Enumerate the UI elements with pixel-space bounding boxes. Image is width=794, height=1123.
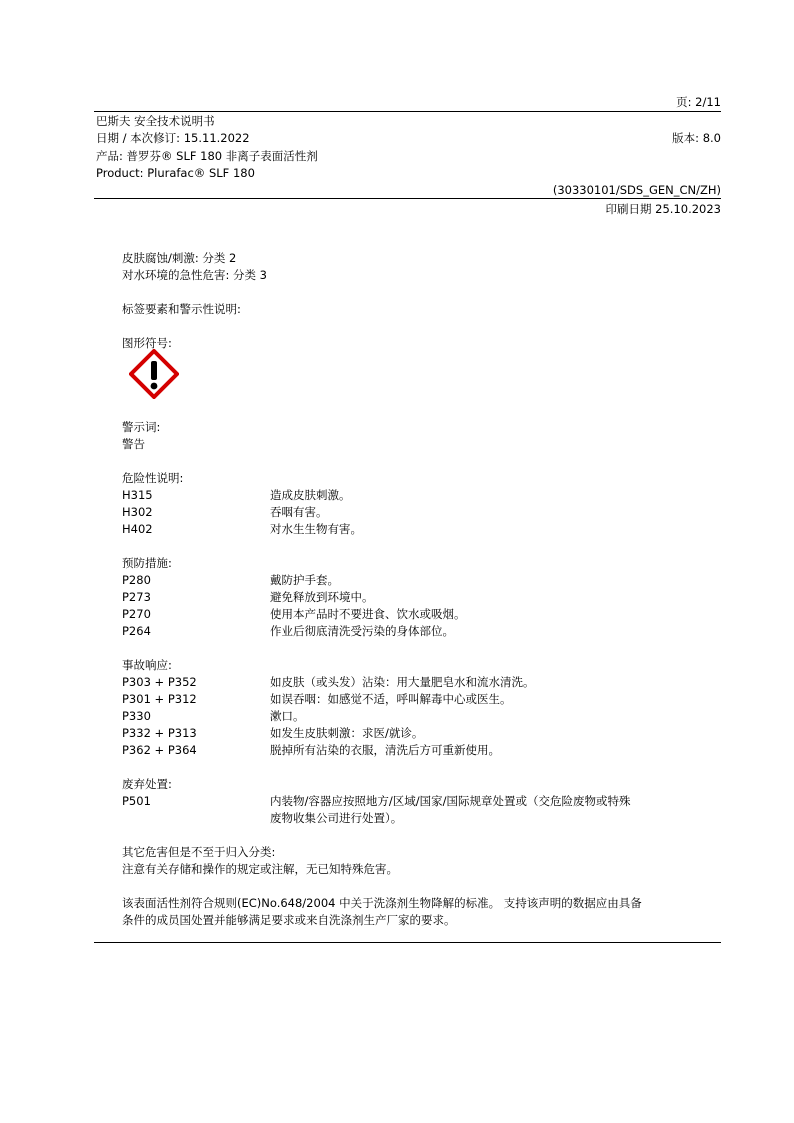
prevention-code: P273: [122, 590, 151, 604]
disposal-label: 废弃处置:: [122, 777, 172, 791]
prevention-label: 预防措施:: [122, 556, 172, 570]
hazard-text: 吞咽有害。: [270, 505, 328, 519]
signal-word-value: 警告: [122, 437, 145, 451]
hazard-text: 造成皮肤刺激。: [270, 488, 351, 502]
header-rule-top: [94, 111, 721, 112]
classification-aquatic: 对水环境的急性危害: 分类 3: [122, 268, 268, 282]
disposal-text-line2: 废物收集公司进行处置）。: [270, 811, 403, 825]
label-elements-title: 标签要素和警示性说明:: [122, 302, 241, 316]
version: 版本: 8.0: [672, 131, 721, 145]
prevention-code: P264: [122, 624, 151, 638]
product-name-cn: 产品: 普罗芬® SLF 180 非离子表面活性剂: [96, 149, 318, 163]
response-code: P332 + P313: [122, 726, 197, 740]
hazard-code: H302: [122, 505, 153, 519]
response-text: 如误吞咽：如感觉不适，呼叫解毒中心或医生。: [270, 692, 512, 706]
hazard-statements-label: 危险性说明:: [122, 471, 184, 485]
biodegradability-note-line1: 该表面活性剂符合规则(EC)No.648/2004 中关于洗涤剂生物降解的标准。 支持该声明的数据应由具备: [122, 896, 642, 910]
prevention-text: 使用本产品时不要进食、饮水或吸烟。: [270, 607, 466, 621]
prevention-text: 戴防护手套。: [270, 573, 339, 587]
hazard-text: 对水生生物有害。: [270, 522, 362, 536]
hazard-code: H402: [122, 522, 153, 536]
response-text: 脱掉所有沾染的衣服，清洗后方可重新使用。: [270, 743, 500, 757]
response-code: P301 + P312: [122, 692, 197, 706]
disposal-code: P501: [122, 794, 151, 808]
response-code: P330: [122, 709, 151, 723]
print-date: 印刷日期 25.10.2023: [605, 202, 721, 216]
document-title: 巴斯夫 安全技术说明书: [96, 114, 215, 128]
biodegradability-note-line2: 条件的成员国处置并能够满足要求或来自洗涤剂生产厂家的要求。: [122, 913, 456, 927]
response-code: P303 + P352: [122, 675, 197, 689]
page-number: 页: 2/11: [676, 95, 721, 109]
prevention-code: P280: [122, 573, 151, 587]
pictogram-label: 图形符号:: [122, 336, 172, 350]
signal-word-label: 警示词:: [122, 420, 161, 434]
exclamation-mark-icon: [129, 349, 179, 399]
other-hazards-label: 其它危害但是不至于归入分类:: [122, 845, 276, 859]
footer-rule: [94, 942, 721, 943]
prevention-code: P270: [122, 607, 151, 621]
response-code: P362 + P364: [122, 743, 197, 757]
prevention-text: 避免释放到环境中。: [270, 590, 374, 604]
document-code: (30330101/SDS_GEN_CN/ZH): [552, 183, 721, 197]
header-rule-bottom: [94, 198, 721, 199]
revision-date: 日期 / 本次修订: 15.11.2022: [96, 131, 250, 145]
other-hazards-text: 注意有关存储和操作的规定或注解，无已知特殊危害。: [122, 862, 398, 876]
response-text: 漱口。: [270, 709, 305, 723]
disposal-text-line1: 内装物/容器应按照地方/区域/国家/国际规章处置或（交危险废物或特殊: [270, 794, 631, 808]
classification-skin: 皮肤腐蚀/刺激: 分类 2: [122, 251, 237, 265]
hazard-code: H315: [122, 488, 153, 502]
response-text: 如发生皮肤刺激：求医/就诊。: [270, 726, 424, 740]
response-label: 事故响应:: [122, 658, 172, 672]
product-name-en: Product: Plurafac® SLF 180: [96, 166, 255, 180]
response-text: 如皮肤（或头发）沾染：用大量肥皂水和流水清洗。: [270, 675, 535, 689]
prevention-text: 作业后彻底清洗受污染的身体部位。: [270, 624, 454, 638]
